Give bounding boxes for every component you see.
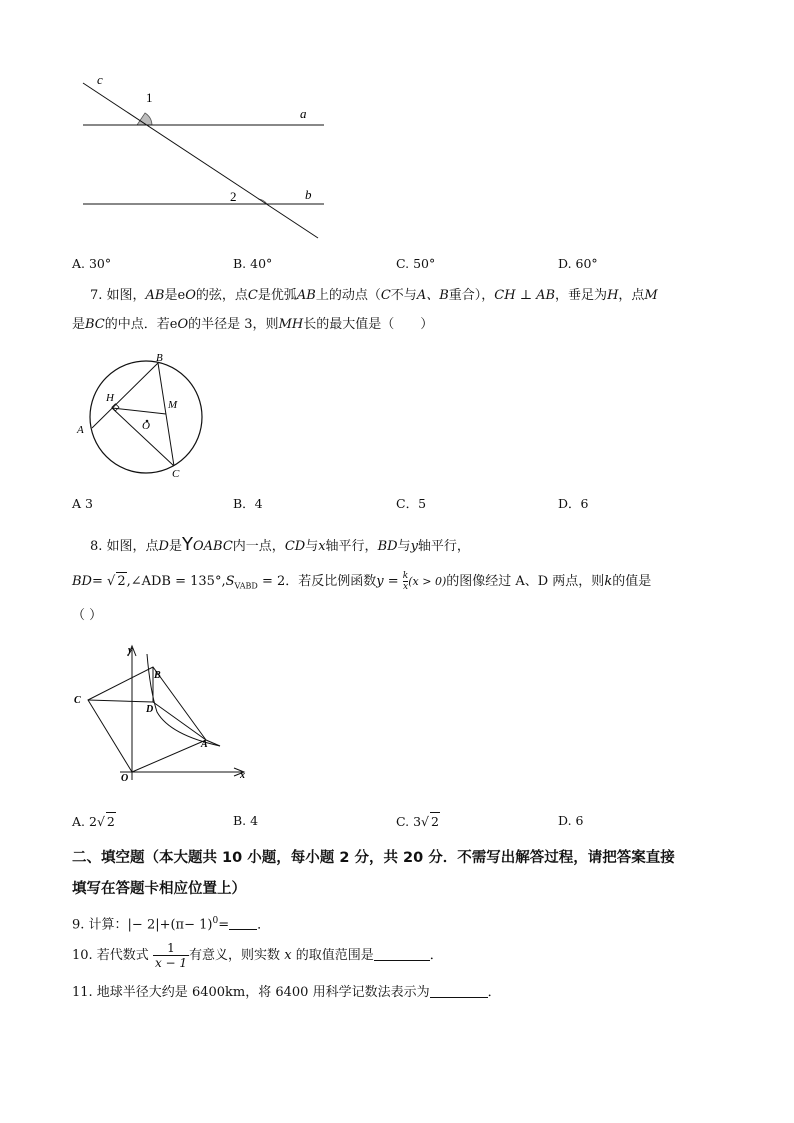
chord-ab xyxy=(92,363,158,428)
label-x: x xyxy=(240,770,245,781)
q10-answer-blank[interactable] xyxy=(374,948,430,961)
segment-ch xyxy=(112,408,174,466)
q8-stem-line1: 8. 如图，点D是YOABC内一点，CD与x轴平行，BD与y轴平行， xyxy=(90,534,470,555)
q6-option-c: C. 50° xyxy=(396,256,436,271)
q9-answer-blank[interactable] xyxy=(229,917,257,930)
segment-da xyxy=(153,702,206,740)
label-M: M xyxy=(168,399,178,411)
label-c: c xyxy=(97,72,103,87)
fraction-k-over-x: $\frac{k}{x}$ xyxy=(402,571,409,592)
q8-option-d: D. 6 xyxy=(558,813,584,828)
label-a: a xyxy=(300,106,307,121)
q10: 10. 若代数式 $\frac{1}{x - 1}$ 有意义，则实数 x 的取值范围是 ． xyxy=(72,941,443,970)
q8-option-c: C. 3√ 2 xyxy=(396,814,439,829)
q8-figure xyxy=(70,640,260,790)
label-b: b xyxy=(305,187,312,202)
section-2-heading-line2: 填写在答题卡相应位置上） xyxy=(72,881,246,897)
q7-figure xyxy=(72,348,212,483)
label-B: B xyxy=(154,670,161,681)
hyperbola-curve xyxy=(147,654,220,746)
label-2: 2 xyxy=(230,189,237,204)
line-c xyxy=(83,83,318,238)
q6-option-b: B. 40° xyxy=(233,256,273,271)
label-A: A xyxy=(201,739,208,750)
q7-option-a: A 3 xyxy=(72,496,93,511)
q8-stem-line2: BD= √ 2,∠ADB = $135^\circ,S_{VABD} = 2$．若反比例函数y = $\frac{k}{x}(x > 0)$的图像经过 A、D 两点，则k的值是 xyxy=(72,571,652,592)
label-1: 1 xyxy=(146,90,153,105)
q9: 9. 计算：|− $2|+(\pi- 1)^0=$ ． xyxy=(72,916,271,933)
q7-stem-line2: 是BC的中点．若eO的半径是 3，则MH长的最大值是（ ） xyxy=(72,317,434,332)
label-A: A xyxy=(77,424,84,436)
q7-option-c: C．5 xyxy=(396,496,427,511)
q6-option-a: A. 30° xyxy=(72,256,112,271)
label-D: D xyxy=(146,704,154,715)
label-O: O xyxy=(121,773,129,784)
q8-option-b: B. 4 xyxy=(233,813,259,828)
fraction-1-over-x-minus-1: $\frac{1}{x - 1}$ xyxy=(154,941,188,970)
parallelogram-oabc xyxy=(88,667,206,772)
segment-cd xyxy=(88,700,153,702)
q8-option-a: A. 2√ 2 xyxy=(72,814,115,829)
label-C: C xyxy=(172,468,180,480)
q6-option-d: D. 60° xyxy=(558,256,598,271)
q7-option-d: D．6 xyxy=(558,496,589,511)
section-2-heading-line1: 二、填空题（本大题共 10 小题，每小题 2 分，共 20 分．不需写出解答过程，请把答案直接 xyxy=(72,850,675,866)
segment-bc xyxy=(158,363,174,466)
label-O: O xyxy=(142,420,150,432)
q7-option-b: B．4 xyxy=(233,496,263,511)
q7-stem-line1: 7. 如图，AB是eO的弦，点C是优弧AB上的动点（C不与A、B重合），CH ⊥ AB，垂足为H，点M xyxy=(90,288,658,303)
label-H: H xyxy=(106,392,114,404)
label-C: C xyxy=(74,695,81,706)
circle-o xyxy=(90,361,202,473)
label-y: y xyxy=(128,645,133,656)
q11: 11. 地球半径大约是 6400km，将 6400 用科学记数法表示为 ． xyxy=(72,985,501,1000)
q11-answer-blank[interactable] xyxy=(430,985,488,998)
q6-figure xyxy=(70,70,340,245)
segment-hm xyxy=(112,408,166,414)
label-B: B xyxy=(156,352,163,364)
q8-stem-line3: （ ） xyxy=(72,608,103,623)
